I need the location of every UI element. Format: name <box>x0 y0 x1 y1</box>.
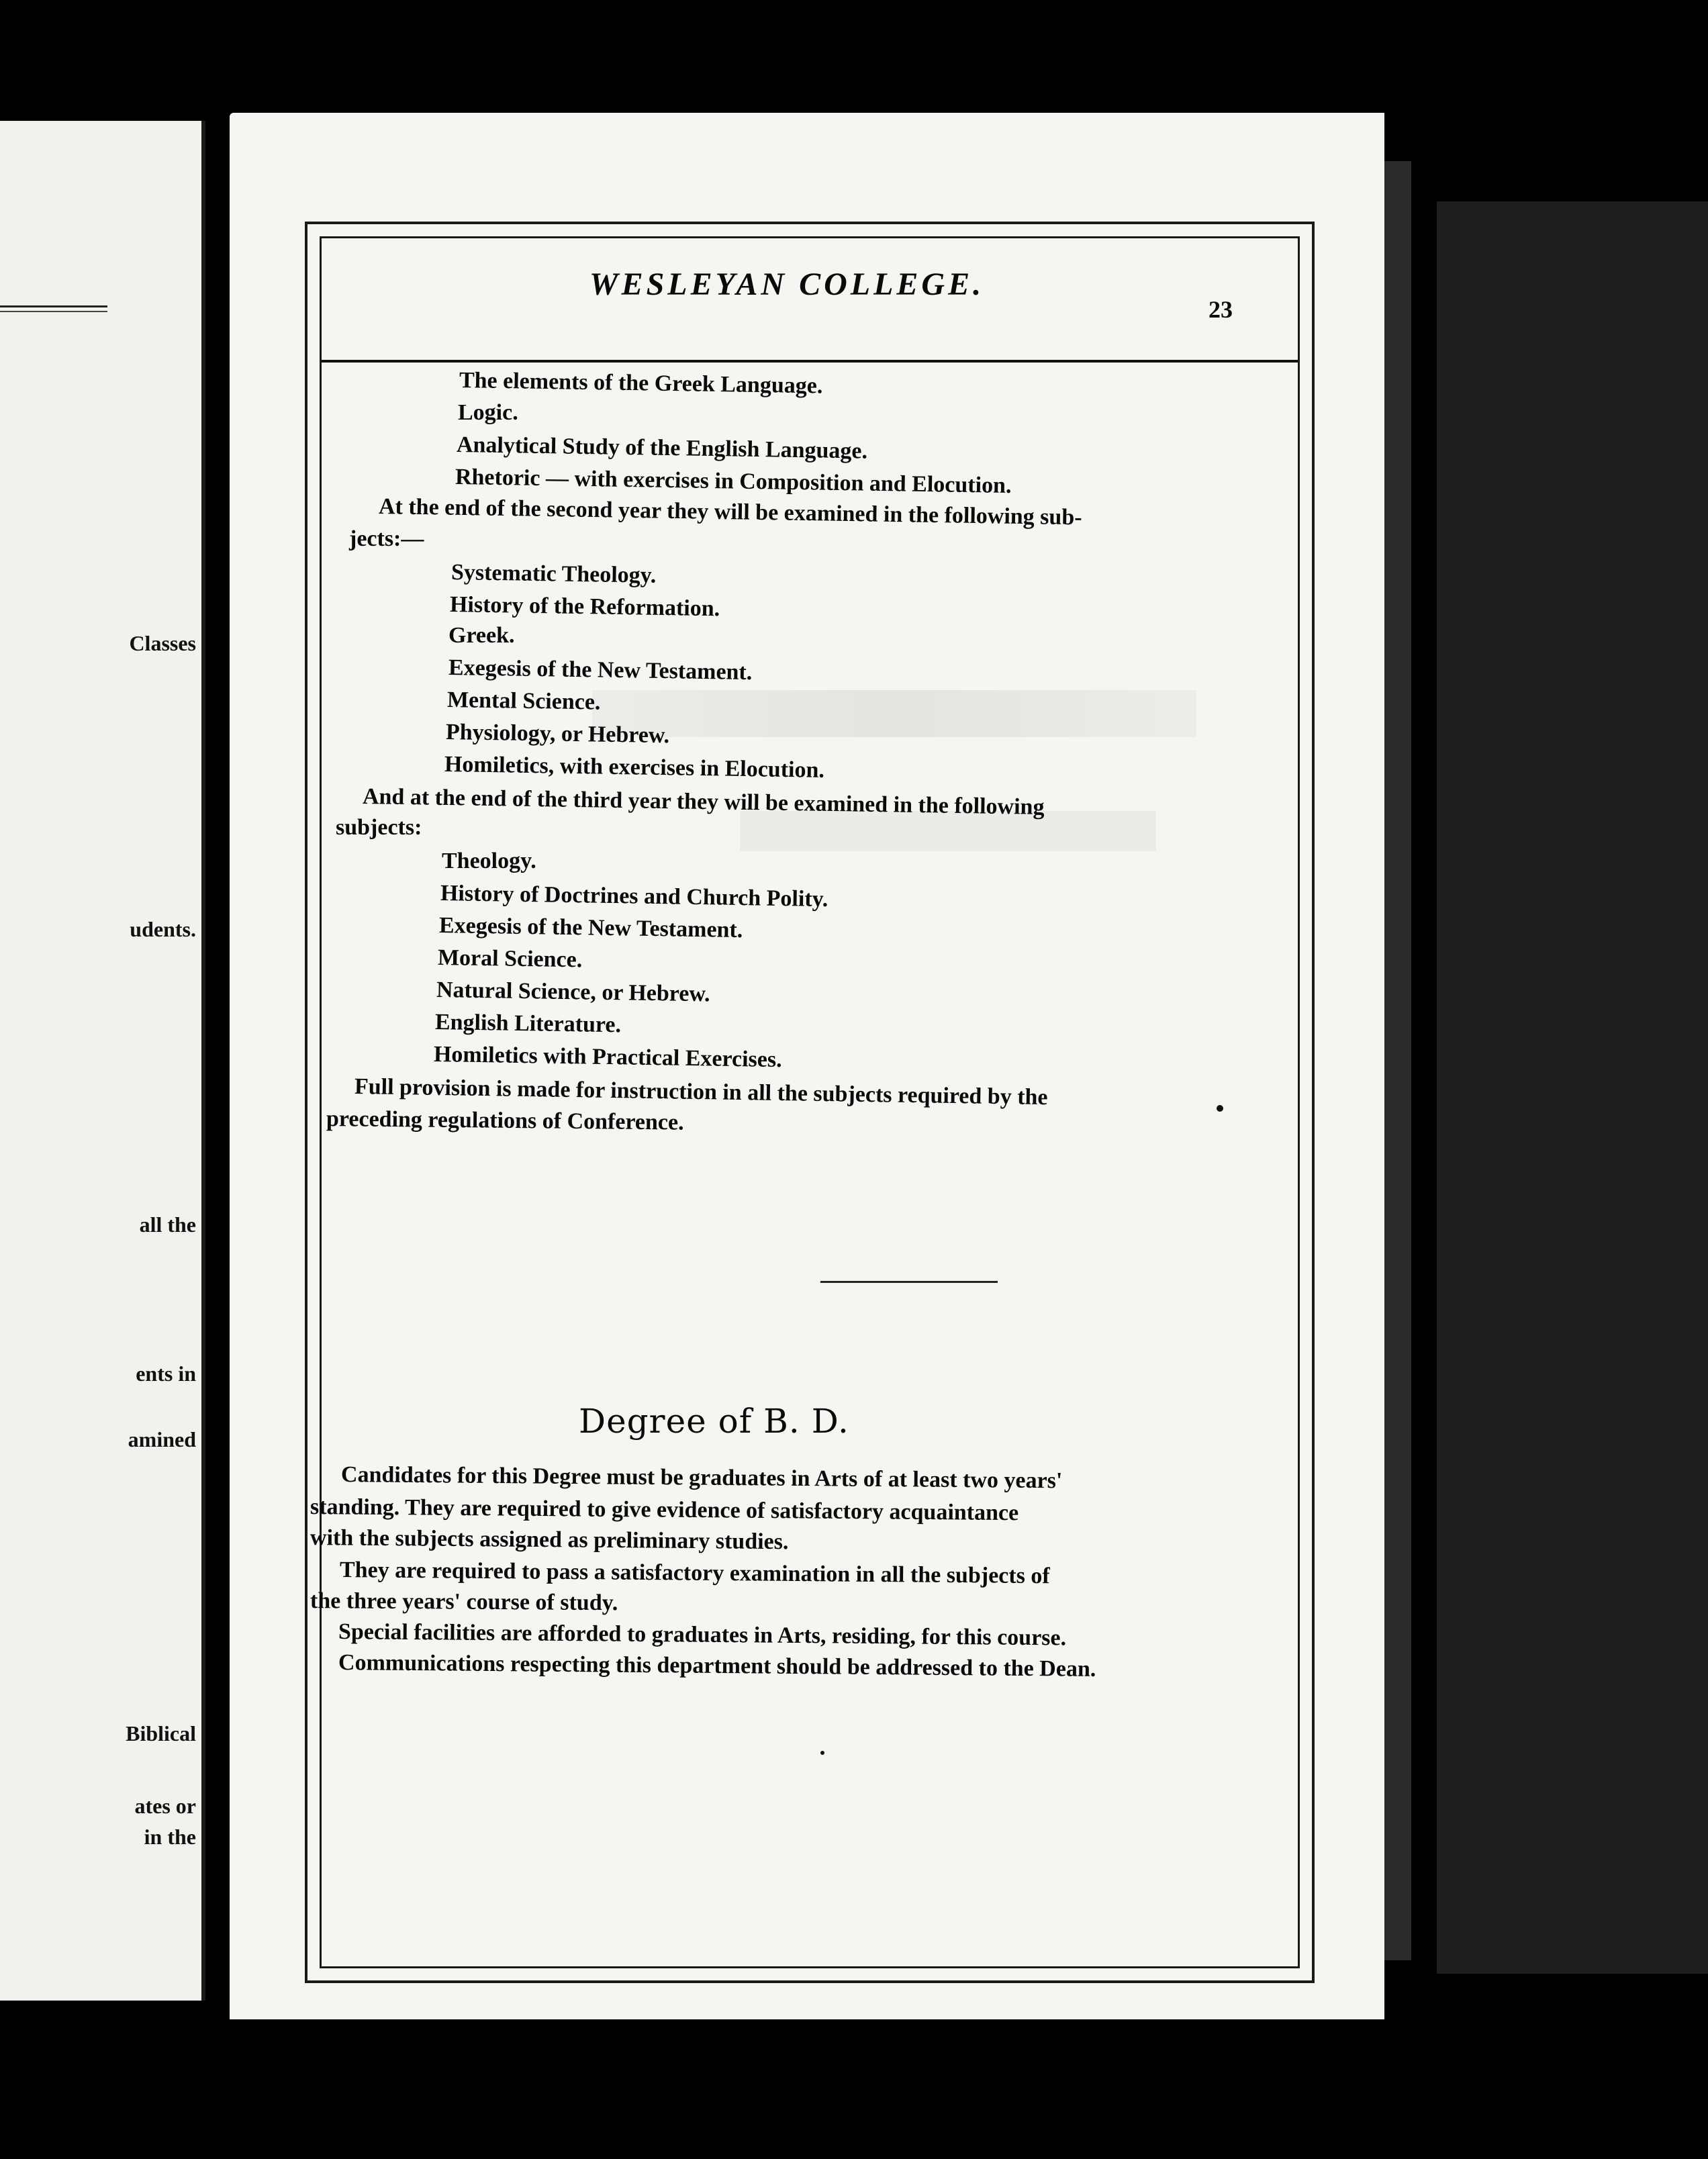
paragraph-line: jects:— <box>349 526 424 551</box>
left-page-fragment: all the <box>139 1212 196 1237</box>
left-page-fragment: in the <box>144 1825 196 1849</box>
page-number: 23 <box>1208 296 1233 323</box>
left-page-rule <box>0 305 107 307</box>
left-facing-page <box>0 121 205 2001</box>
subject-item: Mental Science. <box>446 687 601 715</box>
page-edge-shadow <box>1384 161 1411 1960</box>
left-page-fragment: amined <box>128 1427 196 1451</box>
paragraph-line: Special facilities are afforded to graduates in Arts, residing, for this course. <box>338 1619 1067 1651</box>
subject-item: Rhetoric — with exercises in Composition and Elocution. <box>455 465 1012 499</box>
subject-item: History of Doctrines and Church Polity. <box>440 881 828 912</box>
left-page-fragment: Classes <box>129 631 196 655</box>
paragraph-line: Candidates for this Degree must be graduates in Arts of at least two years' <box>340 1462 1063 1494</box>
ink-speck <box>1217 1105 1223 1112</box>
subject-item: Systematic Theology. <box>450 560 657 588</box>
subject-item: The elements of the Greek Language. <box>459 368 823 399</box>
left-page-fragment: Biblical <box>126 1721 196 1745</box>
subject-item: History of the Reformation. <box>449 592 720 622</box>
left-page-fragment: ates or <box>134 1794 196 1818</box>
subject-item: Analytical Study of the English Language. <box>456 432 868 464</box>
paragraph-line: with the subjects assigned as preliminary studies. <box>310 1525 789 1555</box>
left-page-rule-secondary <box>0 311 107 312</box>
next-page-edge <box>1437 201 1708 1974</box>
ink-speck <box>820 1751 824 1755</box>
header-rule <box>322 360 1298 363</box>
subject-item: Exegesis of the New Testament. <box>448 655 753 685</box>
paragraph-line: the three years' course of study. <box>310 1588 618 1616</box>
paragraph-line: standing. They are required to give evidence of satisfactory acquaintance <box>310 1494 1019 1526</box>
subject-item: Logic. <box>458 400 518 425</box>
book-page <box>230 113 1384 2019</box>
left-page-fragment: udents. <box>130 917 196 941</box>
paragraph-line: They are required to pass a satisfactory examination in all the subjects of <box>339 1557 1050 1589</box>
bleed-through-shadow <box>592 690 1196 737</box>
subject-item: Greek. <box>448 623 515 648</box>
subject-item: Homiletics, with exercises in Elocution. <box>444 752 825 783</box>
subject-item: Natural Science, or Hebrew. <box>436 977 710 1007</box>
paragraph-line: Full provision is made for instruction in all the subjects required by the <box>354 1074 1048 1110</box>
paragraph-line: subjects: <box>336 815 422 840</box>
paragraph-line: And at the end of the third year they will be examined in the following <box>362 784 1045 820</box>
paragraph-line: preceding regulations of Conference. <box>326 1106 684 1135</box>
paragraph-line: Communications respecting this department should be addressed to the Dean. <box>338 1650 1096 1682</box>
subject-item: Moral Science. <box>437 945 583 973</box>
subject-item: Homiletics with Practical Exercises. <box>433 1042 782 1073</box>
degree-heading: Degree of B. D. <box>579 1402 849 1441</box>
subject-item: Physiology, or Hebrew. <box>445 720 670 749</box>
section-divider <box>820 1281 998 1283</box>
running-head: WESLEYAN COLLEGE. <box>589 267 985 302</box>
subject-item: English Literature. <box>434 1010 622 1038</box>
subject-item: Theology. <box>442 849 536 873</box>
paragraph-line: At the end of the second year they will be examined in the following sub- <box>378 494 1082 530</box>
left-page-fragment: ents in <box>136 1361 196 1386</box>
subject-item: Exegesis of the New Testament. <box>438 913 743 943</box>
